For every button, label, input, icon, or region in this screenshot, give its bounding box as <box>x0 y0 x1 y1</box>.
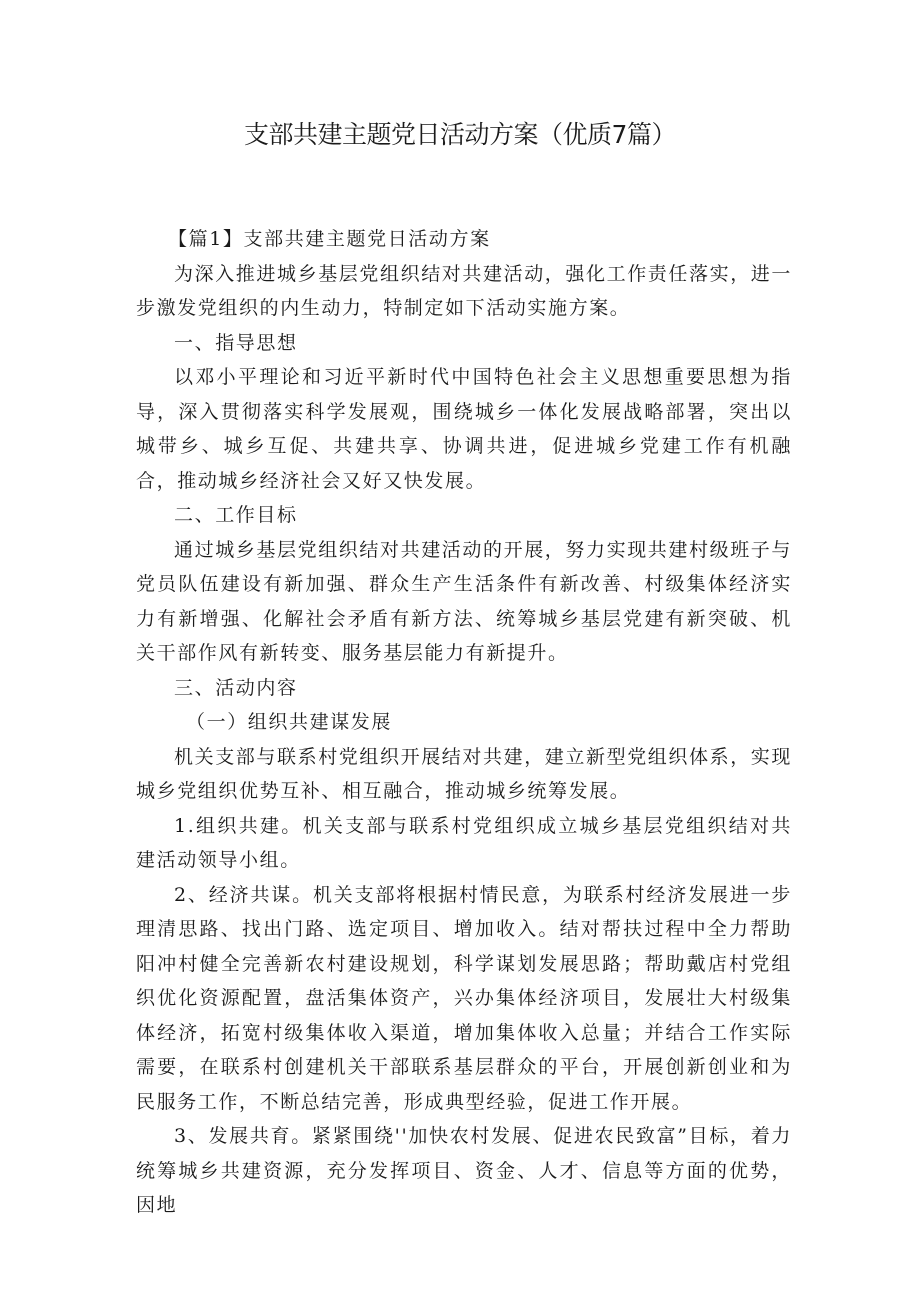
document-body <box>136 222 792 1223</box>
item-3-paragraph: 3、发展共育。紧紧围绕''加快农村发展、促进农民致富”目标，着力统筹城乡共建资源，充分发挥项目、资金、人才、信息等方面的优势，因地 <box>136 1125 792 1216</box>
intro-paragraph: 为深入推进城乡基层党组织结对共建活动，强化工作责任落实，进一步激发党组织的内生动力，特制定如下活动实施方案。 <box>136 262 793 319</box>
subheading-organization-co-building: （一）组织共建谋发展 <box>186 711 393 733</box>
item-2-paragraph: 2、经济共谋。机关支部将根据村情民意，为联系村经济发展进一步理清思路、找出门路、选定项目、增加收入。结对帮扶过程中全力帮助阳冲村健全完善新农村建设规划，科学谋划发展思路；帮助戴店村党组织优化资源配置，盘活集体资产，兴办集体经济项目，发展壮大村级集体经济，拓宽村级集体收入渠道，增加集体收入总量；并结合工作实际需要，在联系村创建机关干部联系基层群众的平台，开展创新创业和为民服务工作，不断总结完善，形成典型经验，促进工作开展。 <box>136 883 792 1113</box>
organization-co-building-paragraph: 机关支部与联系村党组织开展结对共建，建立新型党组织体系，实现城乡党组织优势互补、相互融合，推动城乡统筹发展。 <box>136 745 793 802</box>
section-heading-part1: 【篇1】支部共建主题党日活动方案 <box>168 228 491 250</box>
work-goals-paragraph: 通过城乡基层党组织结对共建活动的开展，努力实现共建村级班子与党员队伍建设有新加强、群众生产生活条件有新改善、村级集体经济实力有新增强、化解社会矛盾有新方法、统筹城乡基层党建有新突破、机关干部作风有新转变、服务基层能力有新提升。 <box>136 538 793 664</box>
heading-activity-content: 三、活动内容 <box>174 676 298 699</box>
document-title: 支部共建主题党日活动方案（优质7篇） <box>244 120 676 149</box>
heading-guiding-ideology: 一、指导思想 <box>174 331 298 354</box>
guiding-ideology-paragraph: 以邓小平理论和习近平新时代中国特色社会主义思想重要思想为指导，深入贯彻落实科学发展观，围绕城乡一体化发展战略部署，突出以城带乡、城乡互促、共建共享、协调共进，促进城乡党建工作有机融合，推动城乡经济社会又好又快发展。 <box>136 366 792 492</box>
item-1-paragraph: 1.组织共建。机关支部与联系村党组织成立城乡基层党组织结对共建活动领导小组。 <box>136 814 792 871</box>
heading-work-goals: 二、工作目标 <box>174 504 298 526</box>
